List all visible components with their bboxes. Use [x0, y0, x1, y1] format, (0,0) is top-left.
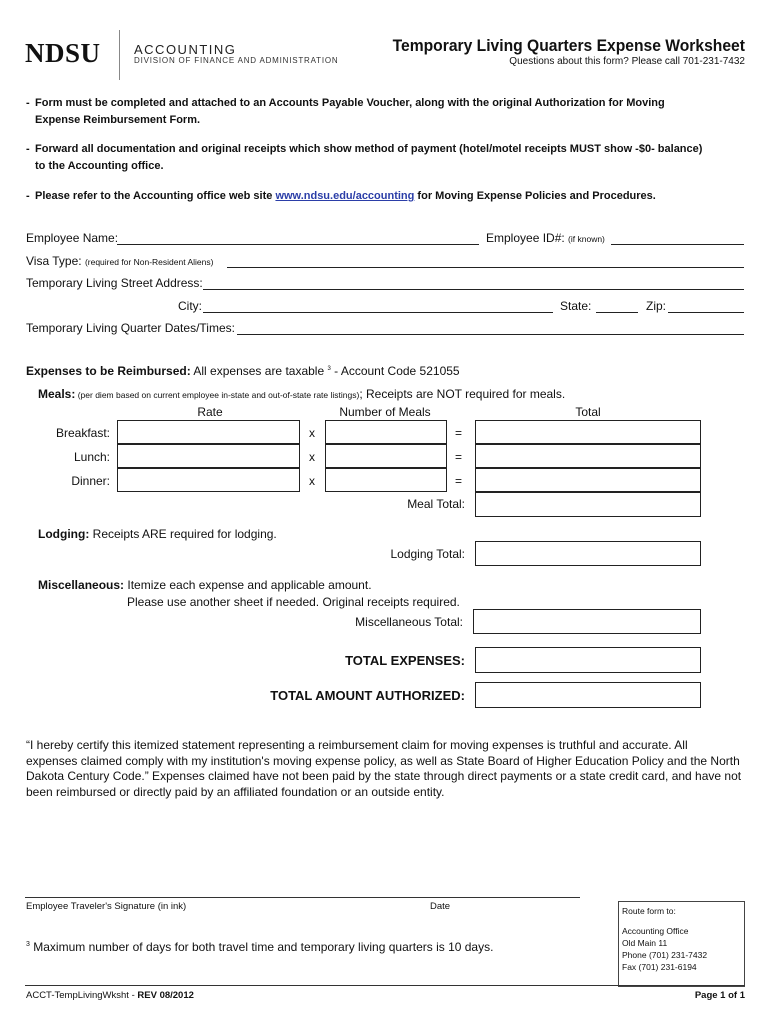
instruction-1: - Form must be completed and attached to an Accounts Payable Voucher, along with the original Authorization for Moving Expense Reimbursement Form. — [26, 97, 665, 126]
breakfast-equals: = — [455, 426, 463, 440]
breakfast-label: Breakfast: — [55, 426, 110, 440]
division-name: DIVISION OF FINANCE AND ADMINISTRATION — [134, 56, 339, 65]
employee-id-field[interactable] — [611, 244, 744, 245]
lunch-equals: = — [455, 450, 463, 464]
route-heading: Route form to: — [622, 906, 676, 916]
misc-total-label: Miscellaneous Total: — [355, 615, 463, 629]
visa-type-field[interactable] — [227, 267, 744, 268]
dinner-rate-input[interactable] — [117, 468, 300, 492]
signature-label: Employee Traveler's Signature (in ink) — [26, 901, 187, 912]
total-authorized-label: TOTAL AMOUNT AUTHORIZED: — [270, 688, 465, 703]
misc-heading: Miscellaneous: Itemize each expense and applicable amount. — [38, 578, 372, 592]
instruction-2: - Forward all documentation and original receipts which show method of payment (hotel/motel receipts MUST show -$0- balance) to the Accounting office. — [26, 143, 703, 172]
state-label: State: — [560, 299, 592, 313]
employee-name-label: Employee Name: — [26, 231, 119, 245]
lunch-label: Lunch: — [73, 450, 110, 464]
breakfast-total-input[interactable] — [475, 420, 701, 444]
date-label: Date — [430, 901, 451, 912]
accounting-website-link[interactable]: www.ndsu.edu/accounting — [275, 190, 415, 202]
lunch-count-input[interactable] — [325, 444, 447, 468]
route-room: Old Main 11 — [622, 938, 668, 948]
route-fax: Fax (701) 231-6194 — [622, 962, 697, 972]
misc-total-input[interactable] — [473, 609, 701, 634]
rate-column-header: Rate — [197, 405, 223, 419]
street-address-field[interactable] — [203, 289, 744, 290]
footnote-3: $^3$ Maximum number of days for both travel time and temporary living quarters is 10 days. — [26, 940, 494, 954]
misc-instructions: Please use another sheet if needed. Original receipts required. — [127, 595, 460, 609]
expenses-heading: Expenses to be Reimbursed: All expenses are taxable $^3$ - Account Code 521055 — [26, 364, 460, 378]
lodging-heading: Lodging: Receipts ARE required for lodging. — [38, 527, 277, 541]
lodging-total-input[interactable] — [475, 541, 701, 566]
lunch-total-input[interactable] — [475, 444, 701, 468]
dinner-times: x — [309, 474, 315, 488]
meals-heading: Meals: (per diem based on current employee in-state and out-of-state rate listings); Receipts are NOT required for meals. — [38, 387, 566, 401]
ndsu-logo: NDSU — [25, 38, 101, 68]
dinner-total-input[interactable] — [475, 468, 701, 492]
dates-field[interactable] — [237, 334, 744, 335]
route-box — [618, 901, 745, 987]
dinner-label: Dinner: — [71, 474, 110, 488]
dinner-equals: = — [455, 474, 463, 488]
breakfast-times: x — [309, 426, 315, 440]
route-phone: Phone (701) 231-7432 — [622, 950, 708, 960]
breakfast-rate-input[interactable] — [117, 420, 300, 444]
total-column-header: Total — [575, 405, 601, 419]
meal-total-input[interactable] — [475, 492, 701, 517]
total-expenses-input[interactable] — [475, 647, 701, 673]
zip-field[interactable] — [668, 312, 744, 313]
city-label: City: — [178, 299, 202, 313]
meals-count-column-header: Number of Meals — [339, 405, 431, 419]
total-expenses-label: TOTAL EXPENSES: — [345, 653, 465, 668]
zip-label: Zip: — [646, 299, 667, 313]
contact-subtitle: Questions about this form? Please call 701-231-7432 — [509, 56, 745, 67]
signature-line[interactable] — [25, 897, 580, 898]
page-number: Page 1 of 1 — [694, 990, 745, 1001]
lunch-rate-input[interactable] — [117, 444, 300, 468]
route-office: Accounting Office — [622, 926, 689, 936]
department-name: ACCOUNTING — [134, 42, 237, 57]
dinner-count-input[interactable] — [325, 468, 447, 492]
visa-type-label: Visa Type: (required for Non-Resident Aliens) — [26, 254, 214, 268]
meal-total-label: Meal Total: — [407, 497, 465, 511]
instruction-3: - Please refer to the Accounting office web site www.ndsu.edu/accounting for Moving Expense Policies and Procedures. — [26, 190, 656, 202]
lunch-times: x — [309, 450, 315, 464]
street-address-label: Temporary Living Street Address: — [26, 276, 203, 290]
certification-statement: “I hereby certify this itemized statement representing a reimbursement claim for moving expenses is truthful and accurate. All expenses claimed comply with my institution's moving expense policy, as well as State Board of Higher Education Policy and the North Dakota Century Code.” Expenses claimed have not been paid by the state through direct payments or a state credit card, and have not been reimbursed or directly paid by an affiliated foundation or an outside entity. — [26, 738, 742, 799]
form-id: ACCT-TempLivingWksht - REV 08/2012 — [26, 990, 194, 1001]
dates-label: Temporary Living Quarter Dates/Times: — [26, 321, 235, 335]
state-field[interactable] — [596, 312, 638, 313]
breakfast-count-input[interactable] — [325, 420, 447, 444]
page-title: Temporary Living Quarters Expense Worksheet — [392, 36, 745, 55]
footer-rule — [25, 985, 745, 986]
employee-name-field[interactable] — [117, 244, 479, 245]
logo-divider — [119, 30, 120, 80]
employee-id-label: Employee ID#: (if known) — [486, 231, 605, 245]
city-field[interactable] — [203, 312, 553, 313]
lodging-total-label: Lodging Total: — [390, 547, 465, 561]
total-authorized-input[interactable] — [475, 682, 701, 708]
